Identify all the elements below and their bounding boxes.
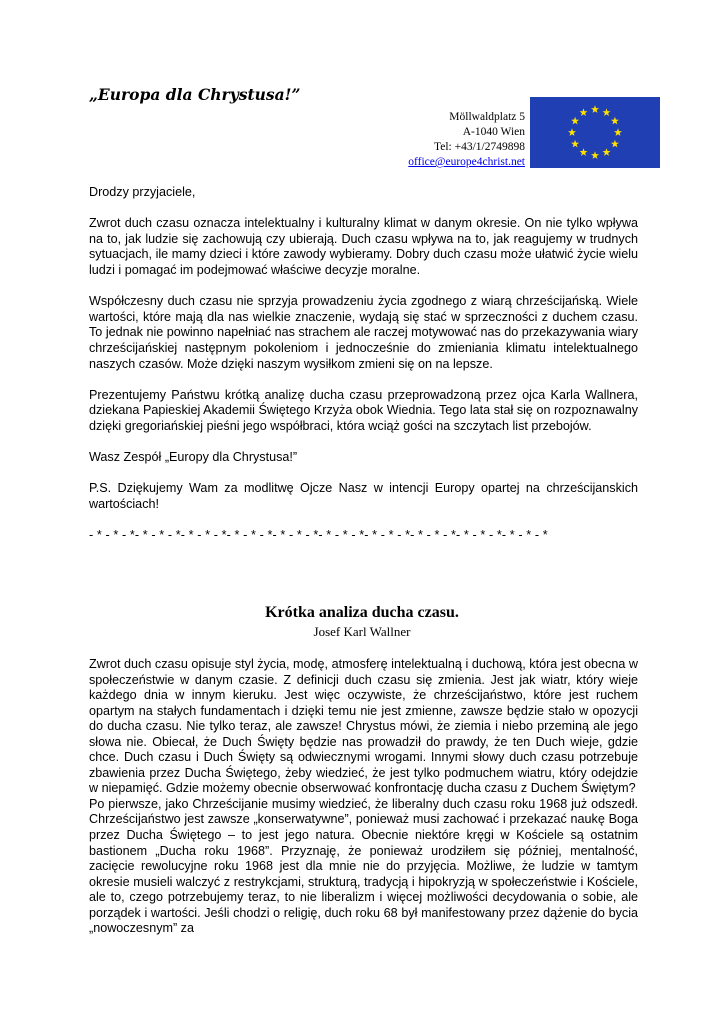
flag-star [611,117,619,125]
eu-flag-stars [530,97,660,168]
letter-paragraph-1: Zwrot duch czasu oznacza intelektualny i kulturalny klimat w danym okresie. On nie tylko wpływa na to, jak ludzie się zachowują czy ubierają. Duch czasu wpływa na to, jak reagujemy w trudnych sytuacjach, ile mamy dzieci i które zawody wybieramy. Dobry duch czasu może ułatwić życie wielu ludzi i pomagać im podejmować właściwe decyzje moralne. [89,216,638,277]
flag-star [591,151,599,159]
flag-star [568,128,576,136]
organization-title: „Europa dla Chrystusa!” [89,85,301,104]
flag-star [603,108,611,116]
address-city: A-1040 Wien [462,126,525,138]
flag-star [580,108,588,116]
eu-flag-logo [530,97,660,168]
article-body [89,657,638,937]
postscript: P.S. Dziękujemy Wam za modlitwę Ojcze Nasz w intencji Europy opartej na chrześcijanskich wartościach! [89,481,638,511]
flag-star [611,140,619,148]
address-phone: Tel: +43/1/2749898 [434,141,525,153]
address-street: Möllwaldplatz 5 [449,111,525,123]
flag-star [603,148,611,156]
greeting: Drodzy przyjaciele, [89,185,196,199]
flag-star [571,140,579,148]
flag-star [591,105,599,113]
separator-line: - * - * - *- * - * - *- * - * - *- * - * - *- * - * - *- * - * - *- * - * - *- * - * - *- * - * - *- * - * - * [89,528,548,543]
letter-paragraph-2: Współczesny duch czasu nie sprzyja prowadzeniu życia zgodnego z wiarą chrześcijańską. Wiele wartości, które mają dla nas wielkie znaczenie, wydają się stać w sprzeczności z duchem czasu. To jednak nie powinno napełniać nas strachem ale raczej motywować nas do przekazywania wiary chrześcijańskiej następnym pokoleniom i jednocześnie do zmieniania klimatu intelektualnego naszych czasów. Może dzięki naszym wysiłkom zmieni się on na lepsze. [89,294,638,371]
flag-star [580,148,588,156]
letter-body [89,185,638,559]
article-paragraph-1: Zwrot duch czasu opisuje styl życia, modę, atmosferę intelektualną i duchową, która jest obecna w społeczeństwie w danym czasie. Z definicji duch czasu się zmienia. Jest jak wiatr, który wieje każdego dnia w innym kieruku. Jest więc oczywiste, że chrześcijaństwo, które jest ruchem opartym na stałych fundamentach i dzięki temu nie jest zmienne, zawsze będzie stało w opozycji do ducha czasu. Nie tylko teraz, ale zawsze! Chrystus mówi, że ziemia i niebo przeminą ale jego słowa nie. Obiecał, że Duch Święty będzie nas prowadził do prawdy, że ten Duch wieje, gdzie chce. Duch czasu i Duch Święty są odwiecznymi wrogami. Innymi słowy duch czasu potrzebuje zbawienia przez Ducha Świętego, żeby wiedzieć, że jest tylko podmuchem wiatru, który odejdzie w niepamięć. Gdzie możemy obecnie obserwować konfrontację ducha czasu z Duchem Świętym? [89,657,638,796]
contact-address [408,110,525,170]
email-link[interactable]: office@europe4christ.net [408,156,525,168]
flag-star [571,117,579,125]
letter-paragraph-3: Prezentujemy Państwu krótką analizę ducha czasu przeprowadzoną przez ojca Karla Wallnera, dziekana Papieskiej Akademii Świętego Krzyża obok Wiednia. Tego lata stał się on rozpoznawalny dzięki gregoriańskiej pieśni jego współbraci, która wciąż gości na szczytach list przebojów. [89,387,638,433]
signature: Wasz Zespół „Europy dla Chrystusa!” [89,450,298,465]
article-paragraph-2: Po pierwsze, jako Chrześcijanie musimy wiedzieć, że liberalny duch czasu roku 1968 już odszedł. Chrześcijaństwo jest zawsze „konserwatywne”, ponieważ musi zachować i przekazać naukę Boga przez Ducha Świętego – to jest jego natura. Obecnie niektóre kręgi w Kościele są ostatnim bastionem „Ducha roku 1968”. Przyznaję, że ponieważ urodziłem się później, mentalność, zacięcie rewolucyjne roku 1968 jest dla mnie nie do przyjęcia. Możliwe, że ludzie w tamtym okresie musieli walczyć z restrykcjami, strukturą, tradycją i hipokryzją w społeczeństwie i Kościele, ale to, czego potrzebujemy teraz, to nie liberalizm i więcej możliwości decydowania o sobie, ale porządek i wartości. Jeśli chodzi o religię, duch roku 68 był manifestowany przez dążenie do bycia „nowoczesnym” za [89,796,638,936]
article-title: Krótka analiza ducha czasu. [265,604,459,621]
article-author: Josef Karl Wallner [313,624,411,639]
flag-star [614,128,622,136]
